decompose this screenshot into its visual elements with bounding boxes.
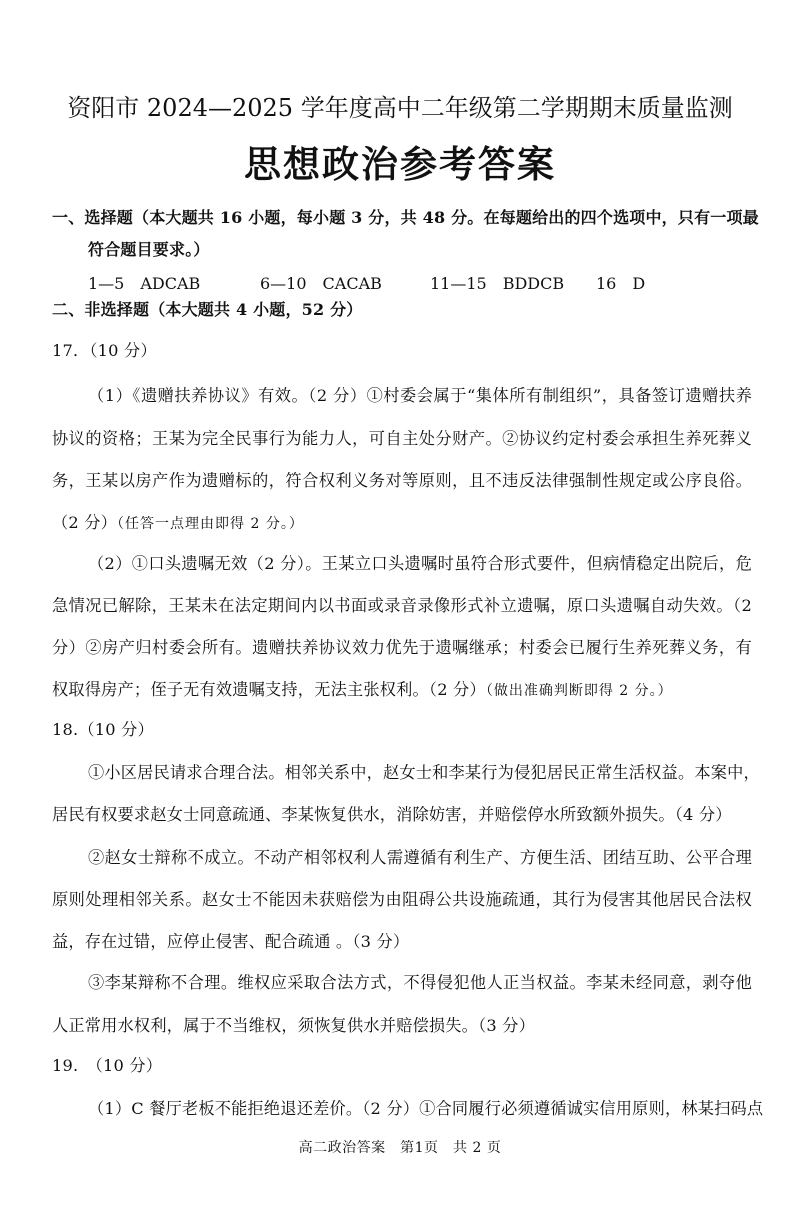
q18-line-3: ②赵女士辩称不成立。不动产相邻权利人需遵循有利生产、方便生活、团结互助、公平合理 (88, 848, 752, 867)
page-footer: 高二政治答案 第1页 共 2 页 (298, 1140, 502, 1156)
q17-part2-note: （做出准确判断即得 2 分。） (485, 683, 673, 699)
q19-label: 19. （10 分） (52, 1056, 163, 1075)
answer-group-3: 11—15 BDDCB (430, 274, 565, 293)
q18-line-7: 人正常用水权利，属于不当维权，须恢复供水并赔偿损失。（3 分） (52, 1016, 535, 1035)
q17-line-6: 急情况已解除，王某未在法定期间内以书面或录音录像形式补立遗嘱，原口头遗嘱自动失效。（2 (52, 596, 752, 615)
q17-line-4 (52, 509, 304, 533)
q17-line-1: （1）《遗赠扶养协议》有效。（2 分）①村委会属于“集体所有制组织”，具备签订遗赠扶养 (88, 386, 752, 405)
q17-line-5: （2）①口头遗嘱无效（2 分）。王某立口头遗嘱时虽符合形式要件，但病情稳定出院后，危 (88, 554, 752, 573)
answer-key-row (88, 271, 645, 294)
q17-grading-note: （任答一点理由即得 2 分。） (117, 516, 304, 532)
q17-line-2: 协议的资格；王某为完全民事行为能力人，可自主处分财产。②协议约定村委会承担生养死葬义 (52, 429, 752, 448)
q17-score: （2 分） (52, 513, 118, 532)
section1-heading-cont: 符合题目要求。） (88, 240, 210, 259)
q18-line-4: 原则处理相邻关系。赵女士不能因未获赔偿为由阻碍公共设施疏通，其行为侵害其他居民合法权 (52, 890, 752, 909)
q17-label: 17．（10 分） (52, 341, 157, 360)
q18-line-5: 益，存在过错，应停止侵害、配合疏通 。（3 分） (52, 932, 410, 951)
q17-line-7: 分）②房产归村委会所有。遗赠扶养协议效力优先于遗嘱继承；村委会已履行生养死葬义务，有 (52, 638, 752, 657)
q18-line-2: 居民有权要求赵女士同意疏通、李某恢复供水，消除妨害，并赔偿停水所致额外损失。（4 分） (52, 805, 732, 824)
q18-line-1: ①小区居民请求合理合法。相邻关系中，赵女士和李某行为侵犯居民正常生活权益。本案中， (88, 763, 760, 782)
q18-label: 18.（10 分） (52, 720, 154, 739)
q19-line-1: （1）C 餐厅老板不能拒绝退还差价。（2 分）①合同履行必须遵循诚实信用原则，林某扫码点 (88, 1099, 764, 1118)
q17-line-3: 务，王某以房产作为遗赠标的，符合权利义务对等原则，且不违反法律强制性规定或公序良俗。 (52, 471, 752, 490)
document-title: 思想政治参考答案 (244, 142, 556, 186)
answer-group-1: 1—5 ADCAB (88, 274, 201, 293)
q17-part2-text: 权取得房产；侄子无有效遗嘱支持，无法主张权利。（2 分） (52, 680, 486, 699)
q18-line-6: ③李某辩称不合理。维权应采取合法方式，不得侵犯他人正当权益。李某未经同意，剥夺他 (88, 973, 752, 992)
document-subtitle: 资阳市 2024—2025 学年度高中二年级第二学期期末质量监测 (67, 94, 733, 122)
section1-heading: 一、选择题（本大题共 16 小题，每小题 3 分，共 48 分。在每题给出的四个选项中，只有一项最 (52, 208, 759, 227)
answer-group-4: 16 D (596, 274, 646, 293)
answer-group-2: 6—10 CACAB (260, 274, 382, 293)
section2-heading: 二、非选择题（本大题共 4 小题，52 分） (52, 300, 363, 319)
q17-line-8 (52, 676, 673, 700)
